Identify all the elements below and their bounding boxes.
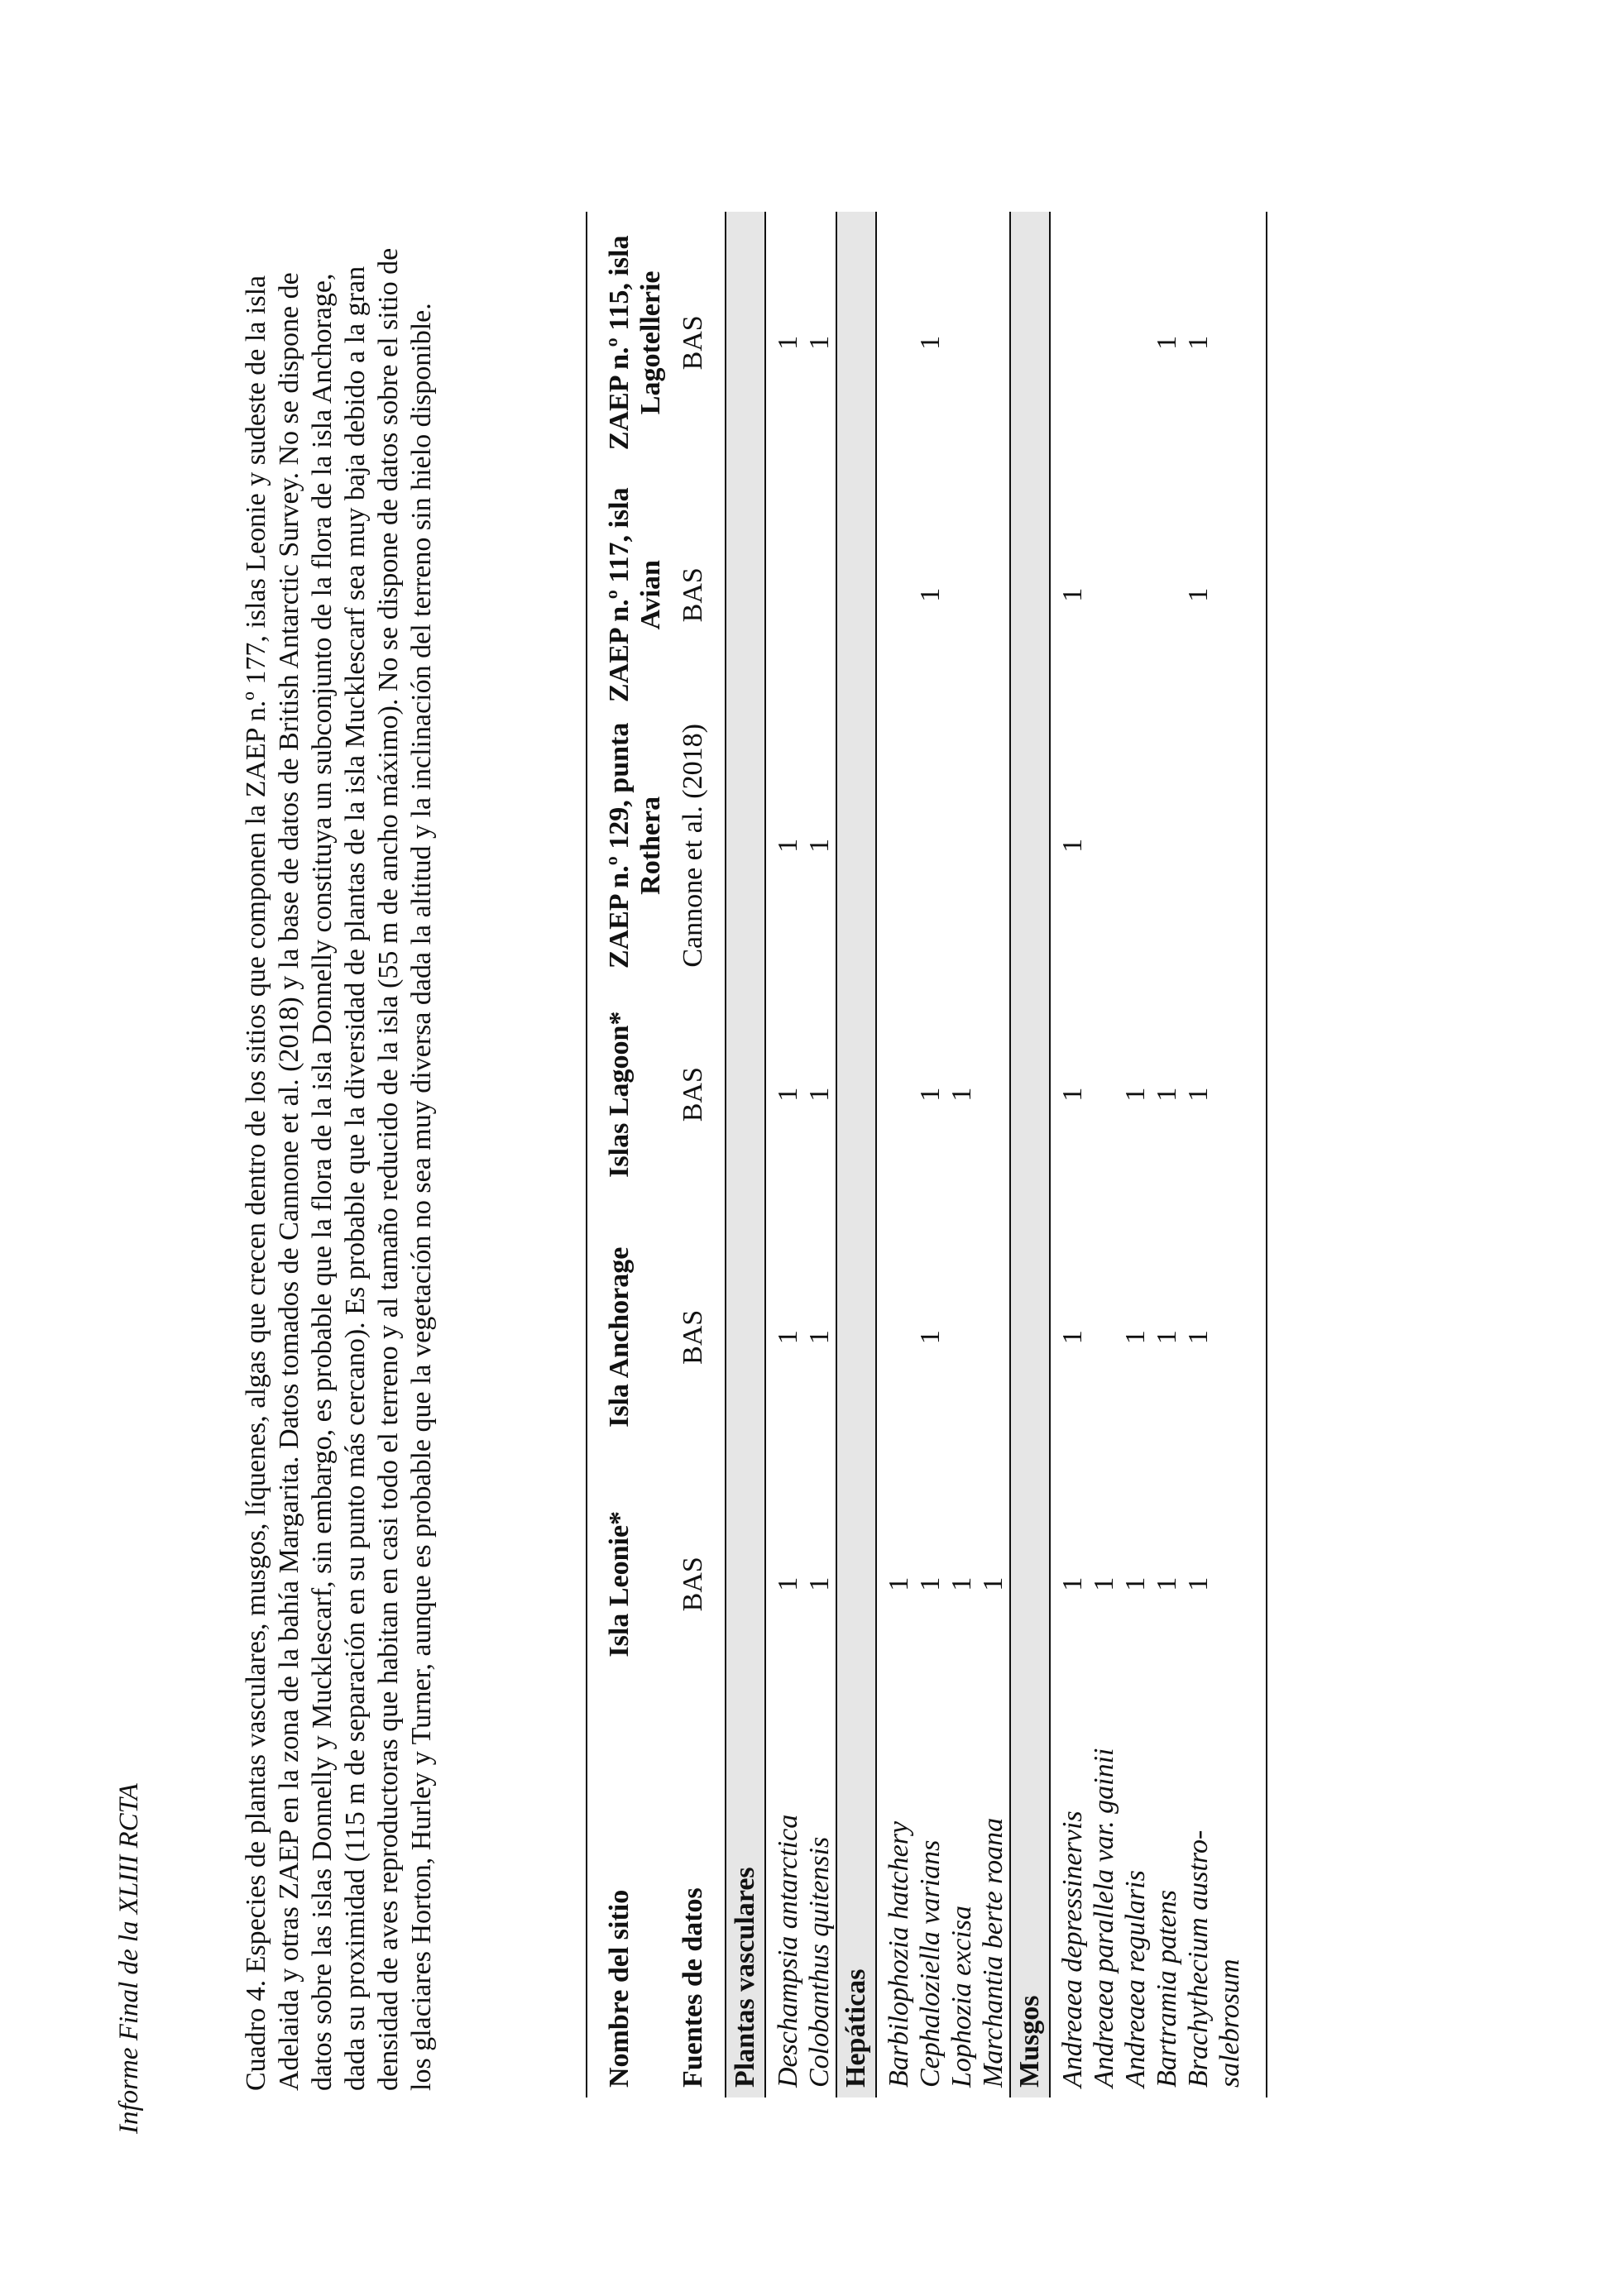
presence-cell: 1	[915, 335, 946, 350]
presence-cell	[765, 474, 804, 716]
presence-cell	[946, 716, 978, 975]
header-zaep-117: ZAEP n.º 117, isla Avian	[587, 474, 672, 716]
group-filler-cell	[836, 1213, 876, 1461]
presence-cell	[1089, 716, 1120, 975]
presence-cell: 1	[1183, 1576, 1214, 1591]
species-name: Andreaea depressinervis	[1057, 1810, 1088, 2088]
group-filler-cell	[1010, 1213, 1050, 1461]
presence-cell	[978, 975, 1010, 1213]
species-name: Colobanthus quitensis	[804, 1836, 835, 2088]
group-row	[836, 212, 876, 2097]
group-filler-cell	[1010, 474, 1050, 716]
group-filler-cell	[1010, 716, 1050, 975]
presence-cell: 1	[1057, 587, 1088, 602]
species-table	[586, 212, 1267, 2097]
group-label: Hepáticas	[836, 1707, 876, 2097]
page-header: Informe Final de la XLIII RCTA	[114, 1783, 144, 2134]
source-cell: BAS	[678, 315, 708, 371]
species-name: Brachythecium austro-salebrosum	[1183, 1830, 1245, 2088]
species-name: Bartramia patens	[1152, 1890, 1182, 2088]
presence-cell: 1	[1057, 838, 1088, 853]
header-isla-leonie: Isla Leonie*	[587, 1461, 672, 1707]
group-filler-cell	[1010, 1461, 1050, 1707]
presence-cell	[876, 474, 915, 716]
presence-cell	[915, 716, 946, 975]
source-cell: BAS	[678, 1067, 708, 1122]
presence-cell: 1	[915, 1330, 946, 1345]
table-row	[804, 212, 836, 2097]
presence-cell	[876, 212, 915, 474]
source-cell: BAS	[678, 1309, 708, 1365]
presence-cell	[804, 474, 836, 716]
header-zaep-129: ZAEP n.º 129, punta Rothera	[587, 716, 672, 975]
presence-cell	[876, 1213, 915, 1461]
presence-cell: 1	[804, 1087, 835, 1102]
presence-cell: 1	[1183, 587, 1214, 602]
table-body	[726, 212, 1267, 2097]
presence-cell: 1	[804, 1576, 835, 1591]
presence-cell: 1	[804, 335, 835, 350]
table-row	[876, 212, 915, 2097]
presence-cell: 1	[773, 335, 803, 350]
presence-cell: 1	[946, 1087, 977, 1102]
group-filler-cell	[836, 1461, 876, 1707]
presence-cell	[978, 716, 1010, 975]
presence-cell	[946, 212, 978, 474]
table-row	[1120, 212, 1152, 2097]
presence-cell: 1	[1120, 1330, 1151, 1345]
presence-cell: 1	[1057, 1087, 1088, 1102]
presence-cell	[1120, 474, 1152, 716]
species-name: Deschampsia antarctica	[773, 1814, 803, 2088]
header-row	[587, 212, 672, 2097]
group-filler-cell	[836, 716, 876, 975]
group-filler-cell	[726, 212, 765, 474]
presence-cell: 1	[978, 1576, 1008, 1591]
presence-cell: 1	[1152, 1087, 1182, 1102]
table-row	[946, 212, 978, 2097]
presence-cell: 1	[1152, 1330, 1182, 1345]
presence-cell	[1183, 716, 1267, 975]
presence-cell: 1	[773, 838, 803, 853]
presence-cell	[876, 975, 915, 1213]
group-filler-cell	[726, 716, 765, 975]
header-site-name: Nombre del sitio	[587, 1707, 672, 2097]
presence-cell	[1152, 474, 1183, 716]
source-cell: Cannone et al. (2018)	[678, 724, 708, 968]
species-name: Cephaloziella varians	[915, 1839, 946, 2088]
presence-cell	[1089, 474, 1120, 716]
source-cell: BAS	[678, 567, 708, 623]
presence-cell	[1120, 212, 1152, 474]
group-label: Plantas vasculares	[726, 1707, 765, 2097]
species-name: Lophozia excisa	[946, 1905, 977, 2088]
presence-cell	[1089, 1213, 1120, 1461]
presence-cell: 1	[1183, 335, 1214, 350]
presence-cell	[1089, 212, 1120, 474]
presence-cell: 1	[1183, 1330, 1214, 1345]
presence-cell: 1	[773, 1576, 803, 1591]
table-row	[978, 212, 1010, 2097]
presence-cell	[978, 212, 1010, 474]
presence-cell	[1050, 212, 1089, 474]
presence-cell	[946, 1213, 978, 1461]
table-row	[1152, 212, 1183, 2097]
table-row	[915, 212, 946, 2097]
species-name: Andreaea regularis	[1120, 1870, 1151, 2088]
group-filler-cell	[726, 1461, 765, 1707]
sources-label: Fuentes de datos	[678, 1887, 708, 2088]
presence-cell	[1152, 716, 1183, 975]
presence-cell: 1	[1057, 1576, 1088, 1591]
presence-cell: 1	[1120, 1087, 1151, 1102]
presence-cell: 1	[915, 587, 946, 602]
presence-cell: 1	[1152, 1576, 1182, 1591]
group-filler-cell	[726, 975, 765, 1213]
presence-cell: 1	[915, 1576, 946, 1591]
table-row	[1183, 212, 1267, 2097]
sources-row	[672, 212, 726, 2097]
group-row	[726, 212, 765, 2097]
group-filler-cell	[836, 212, 876, 474]
group-filler-cell	[1010, 975, 1050, 1213]
group-filler-cell	[836, 975, 876, 1213]
table-row	[1050, 212, 1089, 2097]
species-name: Andreaea parallela var. gainii	[1089, 1748, 1119, 2088]
presence-cell: 1	[773, 1087, 803, 1102]
presence-cell	[946, 474, 978, 716]
presence-cell: 1	[915, 1087, 946, 1102]
table-caption: Cuadro 4. Especies de plantas vasculares, musgos, líquenes, algas que crecen dentro de los sitios que componen la ZAEP n.º 177, islas Leonie y sudeste de la isla Adelaida y otras ZAEP en la zona de la bahía Margarita. Datos tomados de Cannone et al. (2018) y la base de datos de British Antarctic Survey. No se dispone de datos sobre las islas Donnelly y Mucklescarf, sin embargo, es probable que la flora de la isla Donnelly constituya un subconjunto de la flora de la isla Anchorage, dada su proximidad (115 m de separación en su punto más cercano). Es probable que la diversidad de plantas de la isla Mucklescarf sea muy baja debido a la gran densidad de aves reproductoras que habitan en casi todo el terreno y al tamaño reducido de la isla (55 m de ancho máximo). No se dispone de datos sobre el sitio de los glaciares Horton, Hurley y Turner, aunque es probable que la vegetación no sea muy diversa dada la altitud y la inclinación del terreno sin hielo disponible.	[241, 247, 437, 2091]
table-row	[1089, 212, 1120, 2097]
table-row	[765, 212, 804, 2097]
group-label: Musgos	[1010, 1707, 1050, 2097]
species-name: Barbilophozia hatchery	[884, 1820, 914, 2088]
presence-cell: 1	[946, 1576, 977, 1591]
presence-cell: 1	[1120, 1576, 1151, 1591]
presence-cell: 1	[804, 1330, 835, 1345]
presence-cell: 1	[1057, 1330, 1088, 1345]
header-islas-lagoon: Islas Lagoon*	[587, 975, 672, 1213]
group-filler-cell	[726, 474, 765, 716]
presence-cell	[876, 716, 915, 975]
presence-cell	[978, 1213, 1010, 1461]
presence-cell: 1	[1183, 1087, 1214, 1102]
group-filler-cell	[836, 474, 876, 716]
header-isla-anchorage: Isla Anchorage	[587, 1213, 672, 1461]
source-cell: BAS	[678, 1557, 708, 1612]
presence-cell	[1120, 716, 1152, 975]
presence-cell: 1	[1152, 335, 1182, 350]
presence-cell	[978, 474, 1010, 716]
presence-cell: 1	[804, 838, 835, 853]
presence-cell	[1089, 975, 1120, 1213]
presence-cell: 1	[1089, 1576, 1119, 1591]
presence-cell: 1	[773, 1330, 803, 1345]
group-filler-cell	[726, 1213, 765, 1461]
presence-cell: 1	[884, 1576, 914, 1591]
header-zaep-115: ZAEP n.º 115, isla Lagotellerie	[587, 212, 672, 474]
group-filler-cell	[1010, 212, 1050, 474]
species-name: Marchantia berte roana	[978, 1817, 1008, 2088]
group-row	[1010, 212, 1050, 2097]
